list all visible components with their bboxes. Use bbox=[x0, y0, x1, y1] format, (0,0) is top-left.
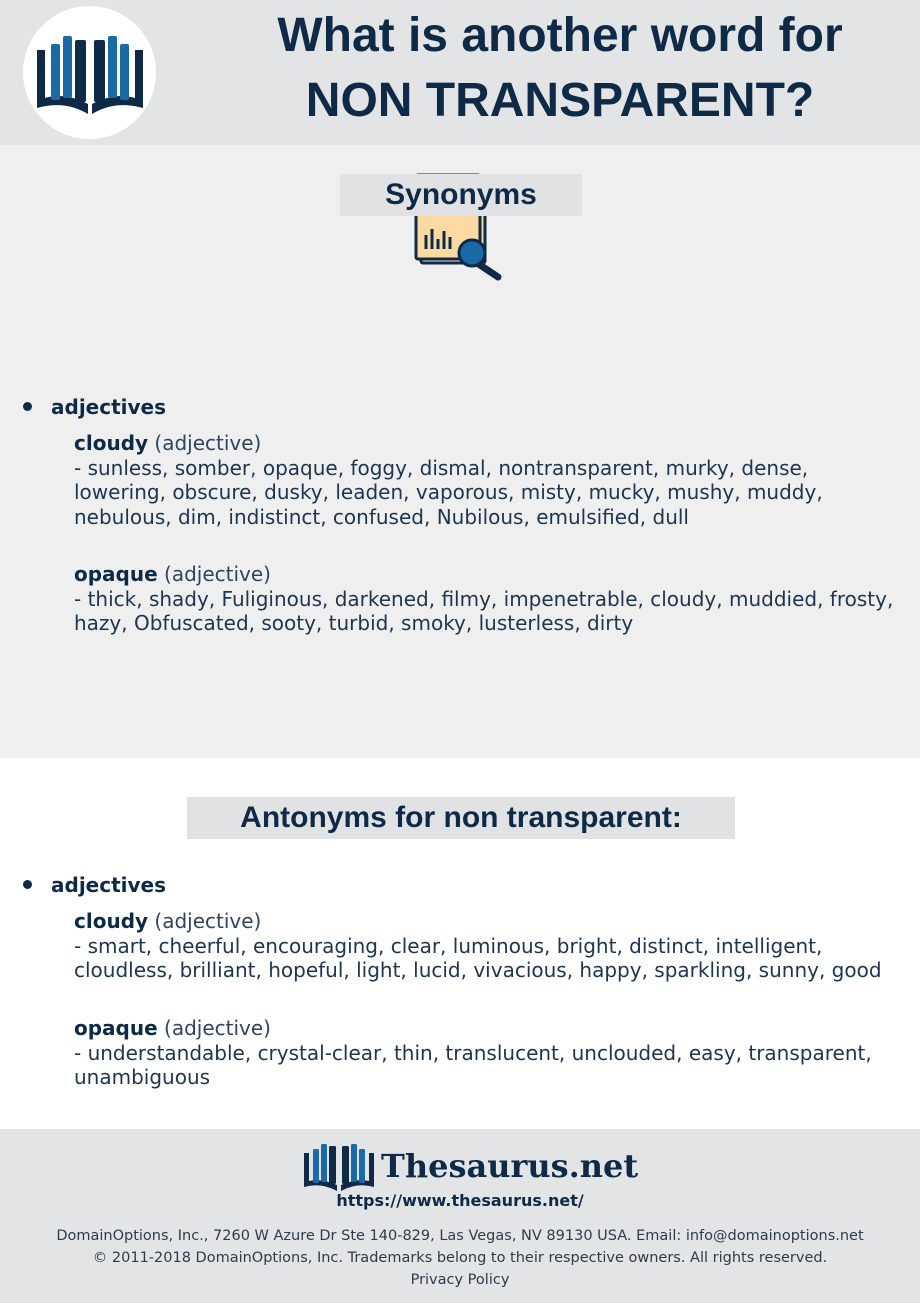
page-title-line1: What is another word for bbox=[277, 9, 843, 62]
entry-word[interactable]: opaque bbox=[74, 562, 158, 586]
synonym-list: - sunless, somber, opaque, foggy, dismal, nontransparent, murky, dense, lowering, obscure, dusky, leaden, vaporous, misty, mucky, mushy, muddy, nebulous, dim, indistinct, confused, Nubilous, emulsified, dull bbox=[74, 455, 823, 529]
entry-type: (adjective) bbox=[154, 909, 262, 933]
antonym-list: - smart, cheerful, encouraging, clear, luminous, bright, distinct, intelligent, cloudless, brilliant, hopeful, light, lucid, vivacious, happy, sparkling, sunny, good bbox=[74, 933, 882, 982]
footer-brand[interactable] bbox=[303, 1141, 639, 1193]
page-title-line2: NON TRANSPARENT? bbox=[305, 74, 815, 127]
entry-type: (adjective) bbox=[164, 1016, 271, 1040]
entry-type: (adjective) bbox=[164, 562, 271, 586]
privacy-policy-link[interactable]: Privacy Policy bbox=[410, 1272, 510, 1288]
synonym-entry-cloudy bbox=[74, 431, 904, 529]
antonyms-heading: Antonyms for non transparent: bbox=[187, 797, 735, 839]
synonym-list: - thick, shady, Fuliginous, darkened, filmy, impenetrable, cloudy, muddied, frosty, hazy, Obfuscated, sooty, turbid, smoky, lusterless, dirty bbox=[74, 586, 894, 635]
site-url-link[interactable]: https://www.thesaurus.net/ bbox=[336, 1191, 584, 1210]
book-logo-icon bbox=[35, 30, 145, 116]
footer-copyright: © 2011-2018 DomainOptions, Inc. Trademarks belong to their respective owners. All rights reserved. bbox=[92, 1250, 828, 1266]
synonyms-heading: Synonyms bbox=[340, 174, 582, 216]
antonym-entry-cloudy bbox=[74, 909, 904, 983]
page-footer bbox=[0, 1129, 920, 1303]
entry-word[interactable]: cloudy bbox=[74, 909, 149, 933]
bullet-icon bbox=[23, 402, 32, 411]
antonym-list: - understandable, crystal-clear, thin, translucent, unclouded, easy, transparent, unambiguous bbox=[74, 1040, 872, 1089]
antonym-entry-opaque bbox=[74, 1016, 904, 1090]
brand-name: Thesaurus.net bbox=[381, 1147, 639, 1185]
synonym-entry-opaque bbox=[74, 562, 904, 636]
entry-type: (adjective) bbox=[154, 431, 262, 455]
synonyms-pos-label: adjectives bbox=[51, 395, 167, 419]
bullet-icon bbox=[23, 880, 32, 889]
entry-word[interactable]: opaque bbox=[74, 1016, 158, 1040]
site-logo[interactable] bbox=[23, 6, 156, 139]
antonyms-pos-label: adjectives bbox=[51, 873, 167, 897]
book-logo-icon bbox=[303, 1141, 375, 1191]
page-header bbox=[0, 0, 920, 145]
footer-address: DomainOptions, Inc., 7260 W Azure Dr Ste 140-829, Las Vegas, NV 89130 USA. Email: info@domainoptions.net bbox=[56, 1228, 864, 1244]
entry-word[interactable]: cloudy bbox=[74, 431, 149, 455]
